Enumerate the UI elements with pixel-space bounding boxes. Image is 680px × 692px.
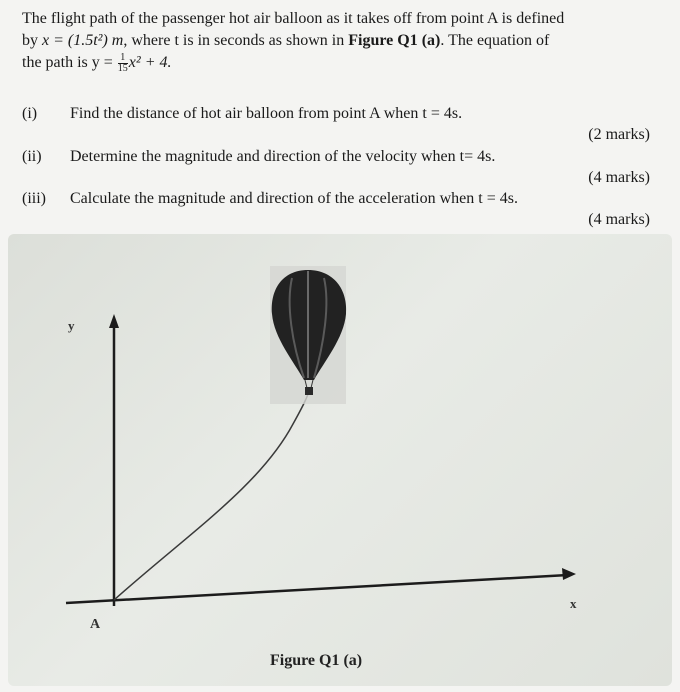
x-axis-arrow [562,568,576,580]
y-axis-label: y [68,318,75,333]
part-text: Find the distance of hot air balloon from point A when t = 4s. [70,105,463,122]
question-line-3: the path is y = $\frac{1}{15}$ x² + 4. [22,51,172,74]
figure-reference: Figure Q1 (a) [348,32,441,49]
part-ii [22,147,495,167]
hot-air-balloon-icon [270,266,346,404]
part-text: Calculate the magnitude and direction of the acceleration when t = 4s. [70,190,518,207]
part-text: Determine the magnitude and direction of the velocity when t= 4s. [70,148,496,165]
y-axis-arrow [109,314,119,328]
origin-label: A [90,617,101,632]
flight-path-diagram [8,234,672,686]
question-line-1: The flight path of the passenger hot air balloon as it takes off from point A is defined [22,10,565,27]
x-axis-label: x [570,596,577,611]
position-equation: x = (1.5t²) m [42,32,124,49]
part-label: (i) [22,105,38,122]
fraction: $\frac{1}{15}$ [117,51,128,74]
flight-path-curve [114,388,310,600]
part-ii-marks: (4 marks) [588,169,650,186]
figure-caption: Figure Q1 (a) [270,652,363,669]
part-label: (ii) [22,148,42,165]
path-equation: x² + 4. [128,54,172,71]
part-i [22,104,462,124]
part-label: (iii) [22,190,46,207]
question-statement [22,8,662,74]
x-axis [66,575,568,603]
part-iii [22,189,518,209]
figure-q1a [8,234,672,686]
question-line-2: by x = (1.5t²) m, where t is in seconds as shown in Figure Q1 (a). The equation of [22,32,550,49]
part-i-marks: (2 marks) [588,126,650,143]
part-iii-marks: (4 marks) [588,211,650,228]
